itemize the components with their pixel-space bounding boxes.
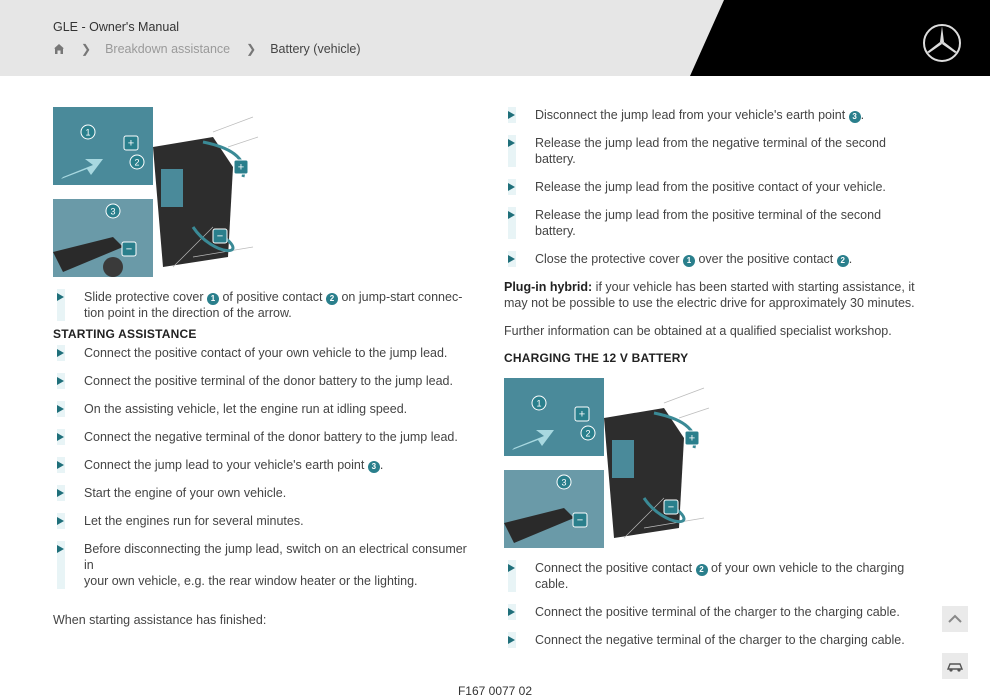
chevron-right-icon: ❯ <box>246 42 257 56</box>
step-arrow-icon <box>57 349 64 357</box>
step-arrow-icon <box>57 517 64 525</box>
car-icon <box>942 653 968 679</box>
figure-callout: + <box>578 408 586 421</box>
instruction-step: Connect the negative terminal of the donor battery to the jump lead. <box>53 429 471 445</box>
step-arrow-icon <box>57 293 64 301</box>
step-arrow-icon <box>508 139 515 147</box>
instruction-step: Release the jump lead from the negative terminal of the second battery. <box>504 135 924 167</box>
callout-number: 1 <box>683 255 695 267</box>
section-heading: STARTING ASSISTANCE <box>53 327 197 341</box>
app-title: GLE - Owner's Manual <box>53 20 180 34</box>
callout-number: 3 <box>849 111 861 123</box>
right-column <box>504 107 924 648</box>
callout-number: 3 <box>368 461 380 473</box>
instruction-step: Before disconnecting the jump lead, switch on an electrical consumer in your own vehicle, e.g. the rear window heater or the lighting. <box>53 541 471 589</box>
instruction-step: Connect the positive terminal of the donor battery to the jump lead. <box>53 373 471 389</box>
figure-callout: 2 <box>134 157 140 168</box>
figure-code: F167 0077 02 <box>457 684 533 698</box>
instruction-step: On the assisting vehicle, let the engine run at idling speed. <box>53 401 471 417</box>
scroll-to-top-button[interactable] <box>942 606 968 632</box>
instruction-step: Connect the positive terminal of the charger to the charging cable. <box>504 604 924 620</box>
callout-number: 2 <box>696 564 708 576</box>
instruction-step: Connect the jump lead to your vehicle's earth point 3 . <box>53 457 471 473</box>
step-arrow-icon <box>508 255 515 263</box>
callout-number: 1 <box>207 293 219 305</box>
chevron-right-icon: ❯ <box>81 42 92 56</box>
figure-callout: 2 <box>585 428 591 439</box>
instruction-step: Slide protective cover 1 of positive contact 2 on jump-start connec- tion point in the direction of the arrow. <box>53 289 471 321</box>
figure-callout: + <box>127 137 135 150</box>
breadcrumb <box>53 42 361 56</box>
figure-callout: 1 <box>85 127 91 138</box>
callout-number: 2 <box>326 293 338 305</box>
step-arrow-icon <box>508 608 515 616</box>
breadcrumb-link[interactable]: Breakdown assistance <box>105 42 231 56</box>
step-arrow-icon <box>508 636 515 644</box>
step-arrow-icon <box>508 111 515 119</box>
step-arrow-icon <box>57 405 64 413</box>
instruction-step: Let the engines run for several minutes. <box>53 513 471 529</box>
figure-callout: 3 <box>110 206 116 217</box>
figure-callout: − <box>667 501 675 514</box>
step-arrow-icon <box>57 461 64 469</box>
instruction-step: Start the engine of your own vehicle. <box>53 485 471 501</box>
instruction-step: Connect the positive contact 2 of your own vehicle to the charging cable. <box>504 560 924 592</box>
step-arrow-icon <box>508 183 515 191</box>
left-column <box>53 107 471 628</box>
instruction-step: Connect the positive contact of your own vehicle to the jump lead. <box>53 345 471 361</box>
step-arrow-icon <box>57 377 64 385</box>
hybrid-note: Plug-in hybrid: if your vehicle has been started with starting assistance, it may not be possible to use the electric drive for approximately 30 minutes. <box>504 280 915 310</box>
section-heading: CHARGING THE 12 V BATTERY <box>504 351 689 365</box>
instruction-step: Connect the negative terminal of the charger to the charging cable. <box>504 632 924 648</box>
vehicle-view-button[interactable] <box>942 653 968 679</box>
instruction-step: Disconnect the jump lead from your vehicle's earth point 3 . <box>504 107 924 123</box>
callout-number: 2 <box>837 255 849 267</box>
figure-callout: + <box>237 161 245 174</box>
step-arrow-icon <box>508 211 515 219</box>
figure-callout: − <box>125 243 133 256</box>
figure-callout: − <box>576 514 584 527</box>
mercedes-star-logo <box>922 23 962 63</box>
instruction-step: Close the protective cover 1 over the positive contact 2 . <box>504 251 924 267</box>
step-arrow-icon <box>57 433 64 441</box>
step-arrow-icon <box>57 545 64 553</box>
figure-callout: − <box>216 230 224 243</box>
breadcrumb-current: Battery (vehicle) <box>270 42 361 56</box>
jump-start-illustration <box>53 107 261 277</box>
figure-callout: 3 <box>561 477 567 488</box>
step-arrow-icon <box>508 564 515 572</box>
figure-callout: + <box>688 432 696 445</box>
home-icon[interactable] <box>53 43 65 55</box>
instruction-step: Release the jump lead from the positive terminal of the second battery. <box>504 207 924 239</box>
paragraph: When starting assistance has finished: <box>53 613 267 627</box>
charging-illustration <box>504 378 712 548</box>
figure-callout: 1 <box>536 398 542 409</box>
step-arrow-icon <box>57 489 64 497</box>
chevron-up-icon <box>942 606 968 632</box>
instruction-step: Release the jump lead from the positive contact of your vehicle. <box>504 179 924 195</box>
paragraph: Further information can be obtained at a qualified specialist workshop. <box>504 324 892 338</box>
